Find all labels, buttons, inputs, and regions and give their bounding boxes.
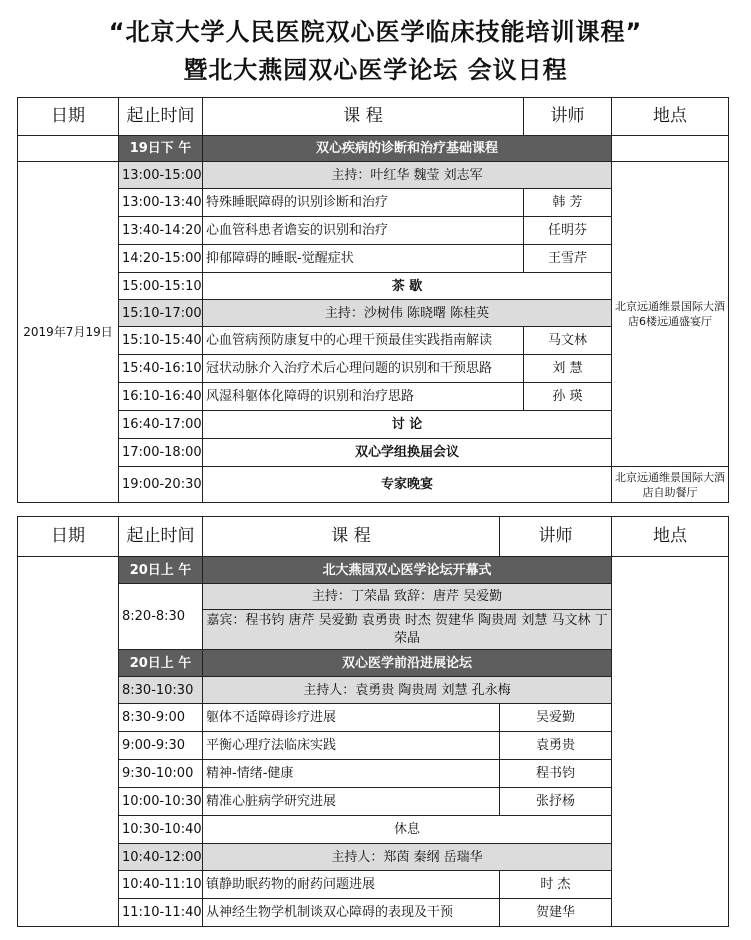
section-label: 19日下 午 bbox=[119, 136, 203, 162]
section-label: 20日上 午 bbox=[119, 557, 203, 584]
doc-title-line1: “北京大学人民医院双心医学临床技能培训课程” bbox=[108, 18, 643, 46]
time-cell: 11:10-11:40 bbox=[119, 899, 203, 927]
time-cell: 16:40-17:00 bbox=[119, 411, 203, 439]
topic-cell: 风湿科躯体化障碍的识别和治疗思路 bbox=[203, 383, 524, 411]
section-row bbox=[18, 136, 729, 162]
header-place: 地点 bbox=[612, 517, 729, 557]
time-cell: 8:30-9:00 bbox=[119, 704, 203, 732]
meeting-cell: 双心学组换届会议 bbox=[203, 439, 612, 467]
time-cell: 10:40-11:10 bbox=[119, 871, 203, 899]
speaker-cell: 袁勇贵 bbox=[500, 732, 612, 760]
table-row bbox=[18, 467, 729, 503]
topic-cell: 精神-情绪-健康 bbox=[203, 760, 500, 788]
schedule-table-day1 bbox=[17, 97, 729, 503]
venue-dinner-cell: 北京远通维景国际大酒店自助餐厅 bbox=[612, 467, 729, 503]
time-cell: 15:10-15:40 bbox=[119, 327, 203, 355]
header-time: 起止时间 bbox=[119, 517, 203, 557]
topic-cell: 心血管科患者谵妄的识别和治疗 bbox=[203, 217, 524, 245]
header-place: 地点 bbox=[612, 98, 729, 136]
topic-cell: 精准心脏病学研究进展 bbox=[203, 788, 500, 816]
table-header bbox=[18, 517, 729, 557]
date-cell-empty bbox=[18, 557, 119, 927]
speaker-cell: 时 杰 bbox=[500, 871, 612, 899]
topic-cell: 心血管病预防康复中的心理干预最佳实践指南解读 bbox=[203, 327, 524, 355]
break-cell: 茶 歇 bbox=[203, 273, 612, 300]
guests-cell: 嘉宾：程书钧 唐芹 吴爱勤 袁勇贵 时杰 贺建华 陶贵周 刘慧 马文林 丁荣晶 bbox=[203, 610, 612, 650]
time-cell: 19:00-20:30 bbox=[119, 467, 203, 503]
doc-title-line2: 暨北大燕园双心医学论坛 会议日程 bbox=[183, 56, 568, 84]
section-row bbox=[18, 557, 729, 584]
host-cell: 主持：丁荣晶 致辞：唐芹 吴爱勤 bbox=[203, 584, 612, 610]
speaker-cell: 吴爱勤 bbox=[500, 704, 612, 732]
rest-cell: 休息 bbox=[203, 816, 612, 844]
host-cell: 主持：沙树伟 陈晓曙 陈桂英 bbox=[203, 300, 612, 327]
speaker-cell: 孙 瑛 bbox=[524, 383, 612, 411]
section-label: 20日上 午 bbox=[119, 650, 203, 677]
time-cell: 13:00-15:00 bbox=[119, 162, 203, 189]
header-date: 日期 bbox=[18, 98, 119, 136]
time-cell: 9:00-9:30 bbox=[119, 732, 203, 760]
time-cell: 10:00-10:30 bbox=[119, 788, 203, 816]
schedule-table-day2 bbox=[17, 516, 729, 927]
topic-cell: 平衡心理疗法临床实践 bbox=[203, 732, 500, 760]
header-speaker: 讲师 bbox=[524, 98, 612, 136]
speaker-cell: 贺建华 bbox=[500, 899, 612, 927]
topic-cell: 镇静助眠药物的耐药问题进展 bbox=[203, 871, 500, 899]
speaker-cell: 王雪芹 bbox=[524, 245, 612, 273]
header-time: 起止时间 bbox=[119, 98, 203, 136]
header-date: 日期 bbox=[18, 517, 119, 557]
venue-cell-empty bbox=[612, 557, 729, 927]
host-cell: 主持人：郑茵 秦纲 岳瑞华 bbox=[203, 844, 612, 871]
host-cell: 主持：叶红华 魏莹 刘志军 bbox=[203, 162, 612, 189]
header-course: 课 程 bbox=[203, 98, 524, 136]
topic-cell: 特殊睡眠障碍的识别诊断和治疗 bbox=[203, 189, 524, 217]
time-cell: 13:00-13:40 bbox=[119, 189, 203, 217]
time-cell: 9:30-10:00 bbox=[119, 760, 203, 788]
time-cell: 15:10-17:00 bbox=[119, 300, 203, 327]
topic-cell: 从神经生物学机制谈双心障碍的表现及干预 bbox=[203, 899, 500, 927]
time-cell: 14:20-15:00 bbox=[119, 245, 203, 273]
speaker-cell: 马文林 bbox=[524, 327, 612, 355]
time-cell: 8:30-10:30 bbox=[119, 677, 203, 704]
speaker-cell: 韩 芳 bbox=[524, 189, 612, 217]
speaker-cell: 任明芬 bbox=[524, 217, 612, 245]
time-cell: 10:30-10:40 bbox=[119, 816, 203, 844]
time-cell: 15:00-15:10 bbox=[119, 273, 203, 300]
section-title: 双心医学前沿进展论坛 bbox=[203, 650, 612, 677]
topic-cell: 抑郁障碍的睡眠-觉醒症状 bbox=[203, 245, 524, 273]
header-speaker: 讲师 bbox=[500, 517, 612, 557]
table-row bbox=[18, 162, 729, 189]
time-cell: 10:40-12:00 bbox=[119, 844, 203, 871]
speaker-cell: 程书钧 bbox=[500, 760, 612, 788]
venue-cell: 北京远通维景国际大酒店6楼远通盛宴厅 bbox=[612, 162, 729, 467]
section-title: 北大燕园双心医学论坛开幕式 bbox=[203, 557, 612, 584]
section-title: 双心疾病的诊断和治疗基础课程 bbox=[203, 136, 612, 162]
time-cell: 15:40-16:10 bbox=[119, 355, 203, 383]
time-cell: 13:40-14:20 bbox=[119, 217, 203, 245]
dinner-cell: 专家晚宴 bbox=[203, 467, 612, 503]
speaker-cell: 张抒杨 bbox=[500, 788, 612, 816]
date-cell: 2019年7月19日 bbox=[18, 162, 119, 503]
speaker-cell: 刘 慧 bbox=[524, 355, 612, 383]
discussion-cell: 讨 论 bbox=[203, 411, 612, 439]
header-course: 课 程 bbox=[203, 517, 500, 557]
host-cell: 主持人：袁勇贵 陶贵周 刘慧 孔永梅 bbox=[203, 677, 612, 704]
topic-cell: 躯体不适障碍诊疗进展 bbox=[203, 704, 500, 732]
time-cell: 8:20-8:30 bbox=[119, 584, 203, 650]
table-header bbox=[18, 98, 729, 136]
time-cell: 16:10-16:40 bbox=[119, 383, 203, 411]
time-cell: 17:00-18:00 bbox=[119, 439, 203, 467]
topic-cell: 冠状动脉介入治疗术后心理问题的识别和干预思路 bbox=[203, 355, 524, 383]
